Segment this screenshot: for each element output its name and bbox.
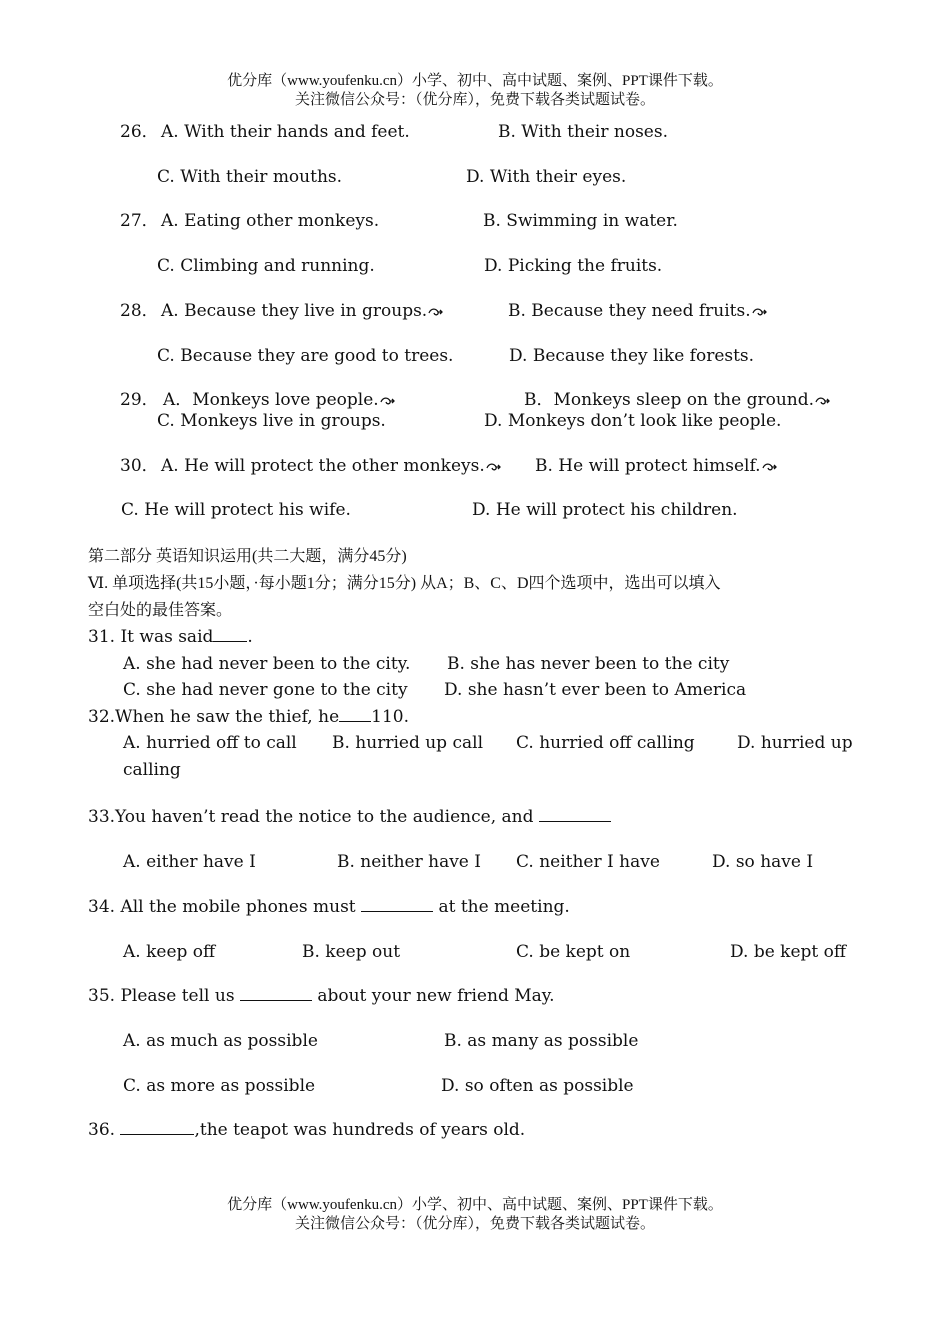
part2-title: 第二部分 英语知识运用(共二大题，满分45分) — [88, 548, 407, 565]
q29-option-b: B．Monkeys sleep on the ground. — [524, 390, 815, 410]
q34-stem-end: at the meeting. — [433, 897, 570, 917]
q32-option-d-continued: calling — [123, 760, 181, 780]
paragraph-mark-icon — [815, 395, 830, 407]
q35-stem — [88, 985, 555, 1007]
header-line-2: 关注微信公众号：（优分库），免费下载各类试题试卷。 — [294, 92, 655, 108]
q29-option-d: D. Monkeys don’t look like people. — [484, 411, 782, 431]
q31-option-d: D. she hasn’t ever been to America — [444, 680, 747, 700]
header-line-1: 优分库（www.youfenku.cn）小学、初中、高中试题、案例、PPT课件下载。 — [227, 73, 723, 89]
q27-option-a: A. Eating other monkeys. — [161, 211, 380, 231]
q34-option-c: C. be kept on — [516, 942, 631, 962]
paragraph-mark-icon — [380, 395, 395, 407]
q28-option-b-wrap — [508, 300, 767, 322]
q35-stem-text: 35. Please tell us — [88, 986, 240, 1006]
q36-stem — [88, 1119, 525, 1141]
q28-option-c: C. Because they are good to trees. — [157, 346, 454, 366]
q32-option-b: B. hurried up call — [332, 733, 483, 753]
q36-stem-text: 36. — [88, 1120, 121, 1140]
q30-option-b-wrap — [535, 455, 777, 477]
q32-option-d: D. hurried up — [737, 733, 853, 753]
q31-option-b: B. she has never been to the city — [447, 654, 730, 674]
q32-stem — [88, 706, 409, 728]
q32-option-a: A. hurried off to call — [123, 733, 297, 753]
q26-number: 26． — [120, 122, 159, 142]
q33-option-d: D. so have I — [712, 852, 814, 872]
q35-stem-end: about your new friend May. — [311, 986, 555, 1006]
q28-option-b: B. Because they need fruits. — [508, 301, 751, 321]
q28-option-a: A. Because they live in groups. — [161, 301, 428, 321]
q32-stem-text: 32.When he saw the thief, he — [88, 707, 340, 727]
q33-option-b: B. neither have I — [337, 852, 481, 872]
q28-option-a-wrap — [161, 300, 443, 322]
footer-line-2: 关注微信公众号：（优分库），免费下载各类试题试卷。 — [294, 1216, 655, 1232]
q26-option-a: A. With their hands and feet. — [161, 122, 410, 142]
q34-stem-text: 34. All the mobile phones must — [88, 897, 362, 917]
q33-option-c: C. neither I have — [516, 852, 660, 872]
q27-number: 27． — [120, 211, 159, 231]
answer-blank — [339, 706, 371, 722]
q31-stem-end: . — [247, 627, 253, 647]
q28-option-d: D. Because they like forests. — [509, 346, 755, 366]
answer-blank — [361, 896, 433, 912]
paragraph-mark-icon — [486, 461, 501, 473]
q33-stem-text: 33.You haven’t read the notice to the audience, and — [88, 807, 539, 827]
q27-option-d: D. Picking the fruits. — [484, 256, 663, 276]
q31-option-c: C. she had never gone to the city — [123, 680, 408, 700]
q33-option-a: A. either have I — [123, 852, 256, 872]
q32-option-c: C. hurried off calling — [516, 733, 695, 753]
section6-instruction-line-2: 空白处的最佳答案。 — [88, 602, 233, 619]
q26-option-b: B. With their noses. — [498, 122, 668, 142]
footer-line-1: 优分库（www.youfenku.cn）小学、初中、高中试题、案例、PPT课件下载。 — [227, 1197, 723, 1213]
section6-instruction-line-1: Ⅵ. 单项选择(共15小题，·每小题1分；满分15分) 从A；B、C、D四个选项中，选出可以填入 — [88, 575, 721, 592]
q30-option-d: D. He will protect his children. — [472, 500, 738, 520]
paragraph-mark-icon — [752, 306, 767, 318]
q26-option-c: C. With their mouths. — [157, 167, 343, 187]
q34-option-a: A. keep off — [123, 942, 216, 962]
q31-stem — [88, 626, 253, 648]
q33-stem — [88, 806, 611, 828]
q28-number: 28． — [120, 301, 159, 321]
answer-blank — [213, 626, 247, 642]
q29-option-a: A．Monkeys love people. — [163, 390, 379, 410]
answer-blank — [539, 806, 611, 822]
q26-option-d: D. With their eyes. — [466, 167, 627, 187]
q35-option-a: A. as much as possible — [123, 1031, 318, 1051]
answer-blank — [240, 985, 312, 1001]
q30-option-a-wrap — [161, 455, 501, 477]
q27-option-b: B. Swimming in water. — [483, 211, 678, 231]
q34-option-d: D. be kept off — [730, 942, 846, 962]
q35-option-b: B. as many as possible — [444, 1031, 639, 1051]
q35-option-d: D. so often as possible — [441, 1076, 634, 1096]
q34-option-b: B. keep out — [302, 942, 401, 962]
q31-stem-text: 31. It was said — [88, 627, 214, 647]
q29-option-c: C. Monkeys live in groups. — [157, 411, 386, 431]
q32-stem-end: 110. — [371, 707, 409, 727]
q35-option-c: C. as more as possible — [123, 1076, 316, 1096]
q36-stem-end: ,the teapot was hundreds of years old. — [194, 1120, 526, 1140]
q30-option-a: A. He will protect the other monkeys. — [161, 456, 485, 476]
q29-option-b-wrap — [524, 389, 830, 411]
answer-blank — [120, 1119, 194, 1135]
q30-option-b: B. He will protect himself. — [535, 456, 761, 476]
q34-stem — [88, 896, 570, 918]
q27-option-c: C. Climbing and running. — [157, 256, 375, 276]
q31-option-a: A. she had never been to the city. — [123, 654, 411, 674]
q30-number: 30． — [120, 456, 159, 476]
paragraph-mark-icon — [428, 306, 443, 318]
paragraph-mark-icon — [762, 461, 777, 473]
q29-number: 29． — [120, 390, 159, 410]
q29-option-a-wrap — [163, 389, 395, 411]
q30-option-c: C. He will protect his wife. — [121, 500, 351, 520]
